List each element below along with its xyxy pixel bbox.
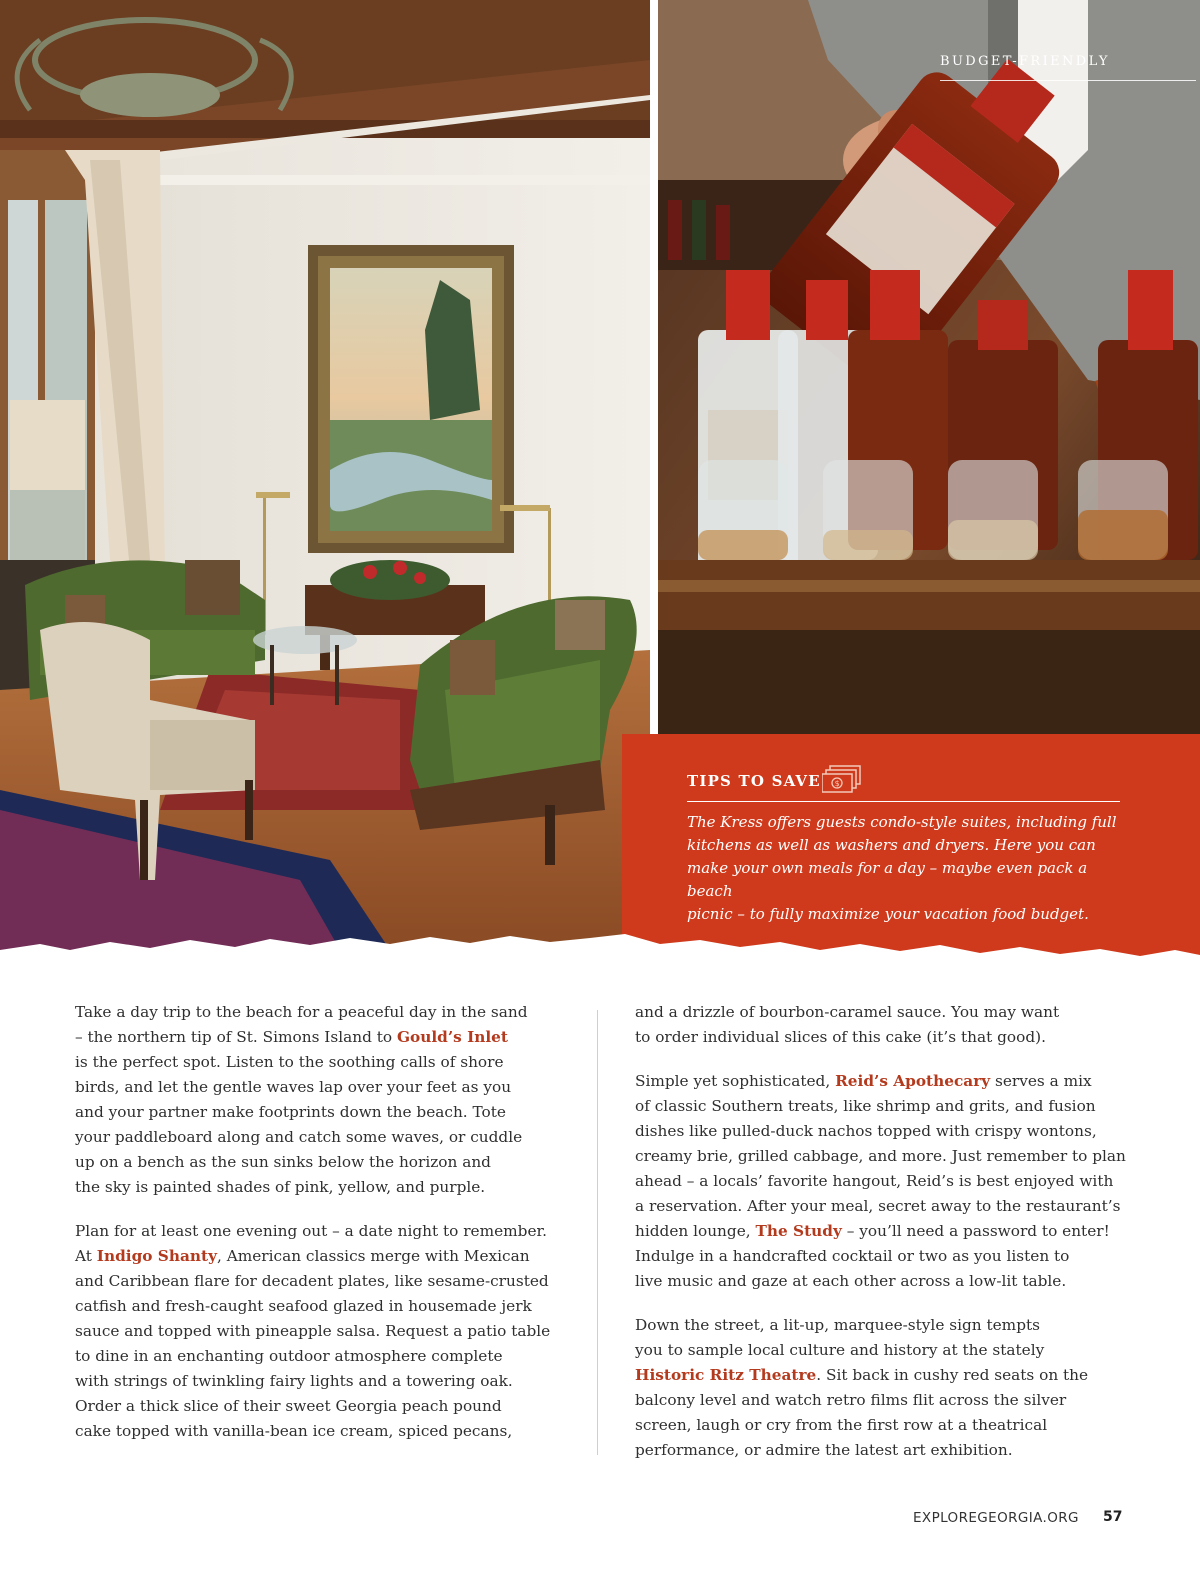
text-run: and a drizzle of bourbon-caramel sauce. You may want [635, 1003, 1060, 1021]
place-link[interactable]: The Study [755, 1222, 842, 1240]
text-line [635, 1025, 1130, 1050]
text-line [75, 1050, 555, 1075]
tips-title: TIPS TO SAVE [687, 772, 821, 790]
text-run: your paddleboard along and catch some waves, or cuddle [75, 1128, 523, 1146]
text-run: Down the street, a lit-up, marquee-style sign tempts [635, 1316, 1040, 1334]
text-line [75, 1394, 555, 1419]
svg-text:$: $ [834, 779, 840, 788]
text-line [635, 1069, 1130, 1094]
text-line [635, 1244, 1130, 1269]
text-run: cake topped with vanilla-bean ice cream, spiced pecans, [75, 1422, 513, 1440]
text-line [635, 1219, 1130, 1244]
text-run: – you’ll need a password to enter! [841, 1222, 1110, 1240]
torn-paper-edge [0, 920, 1200, 990]
text-run: , American classics merge with Mexican [216, 1247, 530, 1265]
text-run: hidden lounge, [635, 1222, 756, 1240]
text-line [635, 1388, 1130, 1413]
text-run: to order individual slices of this cake (it’s that good). [635, 1028, 1046, 1046]
text-run: a reservation. After your meal, secret away to the restaurant’s [635, 1197, 1121, 1215]
tips-line: make your own meals for a day – maybe even pack a beach [687, 859, 1088, 900]
text-line [635, 1194, 1130, 1219]
text-line [635, 1313, 1130, 1338]
text-line [75, 1150, 555, 1175]
text-run: Simple yet sophisticated, [635, 1072, 836, 1090]
text-run: to dine in an enchanting outdoor atmosphere complete [75, 1347, 503, 1365]
article-paragraph [635, 1000, 1130, 1050]
text-line [75, 1319, 555, 1344]
article-paragraph [75, 1000, 555, 1200]
column-divider [597, 1010, 598, 1455]
text-line [75, 1075, 555, 1100]
hotel-lounge-photo [0, 0, 650, 950]
text-run: Take a day trip to the beach for a peaceful day in the sand [75, 1003, 528, 1021]
footer-website: EXPLOREGEORGIA.ORG [913, 1510, 1079, 1526]
article-paragraph [635, 1313, 1130, 1463]
text-run: . Sit back in cushy red seats on the [816, 1366, 1089, 1384]
text-run: the sky is painted shades of pink, yellow, and purple. [75, 1178, 486, 1196]
text-line [75, 1025, 555, 1050]
text-line [75, 1125, 555, 1150]
text-run: creamy brie, grilled cabbage, and more. Just remember to plan [635, 1147, 1126, 1165]
text-line [635, 1119, 1130, 1144]
text-line [635, 1269, 1130, 1294]
text-run: balcony level and watch retro films flit across the silver [635, 1391, 1067, 1409]
text-run: of classic Southern treats, like shrimp and grits, and fusion [635, 1097, 1096, 1115]
section-label-rule [940, 80, 1196, 81]
text-run: Order a thick slice of their sweet Georgia peach pound [75, 1397, 502, 1415]
text-run: performance, or admire the latest art exhibition. [635, 1441, 1013, 1459]
tips-line: kitchens as well as washers and dryers. Here you can [687, 836, 1096, 854]
text-line [75, 1000, 555, 1025]
text-run: you to sample local culture and history at the stately [635, 1341, 1045, 1359]
text-run: At [75, 1247, 97, 1265]
text-run: serves a mix [990, 1072, 1092, 1090]
text-line [75, 1294, 555, 1319]
text-line [635, 1094, 1130, 1119]
text-line [75, 1369, 555, 1394]
article-paragraph [635, 1069, 1130, 1294]
text-line [75, 1244, 555, 1269]
place-link[interactable]: Historic Ritz Theatre [635, 1366, 817, 1384]
place-link[interactable]: Reid’s Apothecary [835, 1072, 991, 1090]
article-paragraph [75, 1219, 555, 1444]
tips-line: The Kress offers guests condo-style suites, including full [687, 813, 1117, 831]
text-run: birds, and let the gentle waves lap over your feet as you [75, 1078, 512, 1096]
text-run: with strings of twinkling fairy lights and a towering oak. [75, 1372, 513, 1390]
text-line [75, 1219, 555, 1244]
text-line [75, 1344, 555, 1369]
text-line [635, 1144, 1130, 1169]
text-line [635, 1438, 1130, 1463]
text-line [75, 1100, 555, 1125]
page-number: 57 [1103, 1509, 1123, 1525]
text-run: screen, laugh or cry from the first row at a theatrical [635, 1416, 1048, 1434]
text-line [75, 1419, 555, 1444]
text-run: live music and gaze at each other across a low-lit table. [635, 1272, 1067, 1290]
tips-rule [687, 801, 1120, 802]
text-line [635, 1413, 1130, 1438]
text-run: ahead – a locals’ favorite hangout, Reid’s is best enjoyed with [635, 1172, 1114, 1190]
tips-body [687, 811, 1137, 926]
text-run: and your partner make footprints down the beach. Tote [75, 1103, 506, 1121]
tips-line: picnic – to fully maximize your vacation food budget. [687, 905, 1089, 923]
text-run: – the northern tip of St. Simons Island to [75, 1028, 397, 1046]
place-link[interactable]: Gould’s Inlet [396, 1028, 508, 1046]
text-run: sauce and topped with pineapple salsa. Request a patio table [75, 1322, 551, 1340]
article-column-left [75, 1000, 555, 1463]
article-column-right [635, 1000, 1130, 1482]
text-line [635, 1169, 1130, 1194]
section-label: BUDGET-FRIENDLY [940, 54, 1110, 69]
text-line [635, 1338, 1130, 1363]
text-line [635, 1363, 1130, 1388]
text-run: up on a bench as the sun sinks below the horizon and [75, 1153, 491, 1171]
text-run: Indulge in a handcrafted cocktail or two as you listen to [635, 1247, 1070, 1265]
text-run: dishes like pulled-duck nachos topped with crispy wontons, [635, 1122, 1097, 1140]
text-line [75, 1269, 555, 1294]
place-link[interactable]: Indigo Shanty [96, 1247, 217, 1265]
text-run: Plan for at least one evening out – a date night to remember. [75, 1222, 548, 1240]
text-line [75, 1175, 555, 1200]
text-line [635, 1000, 1130, 1025]
text-run: and Caribbean flare for decadent plates, like sesame-crusted [75, 1272, 549, 1290]
money-bills-icon [822, 764, 864, 794]
rum-tasting-photo [658, 0, 1200, 740]
text-run: catfish and fresh-caught seafood glazed in housemade jerk [75, 1297, 532, 1315]
text-run: is the perfect spot. Listen to the soothing calls of shore [75, 1053, 504, 1071]
